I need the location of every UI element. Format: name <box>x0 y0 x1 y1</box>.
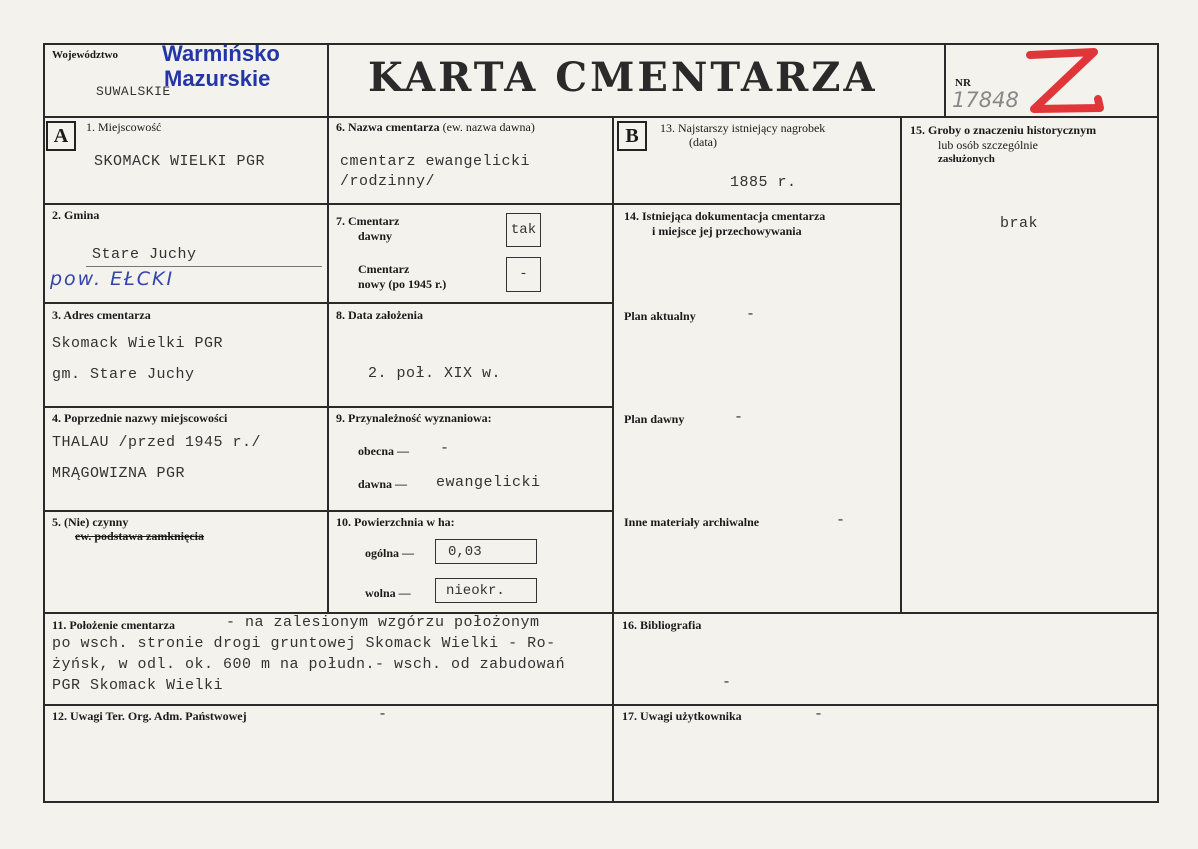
field-15-label-3: zasłużonych <box>938 153 995 165</box>
field-8-value: 2. poł. XIX w. <box>368 365 502 382</box>
field-9-label: 9. Przynależność wyznaniowa: <box>336 411 492 425</box>
field-4-line-2: MRĄGOWIZNA PGR <box>52 465 186 482</box>
field-15-value: brak <box>1000 215 1039 232</box>
field-14-label-2: i miejsce jej przechowywania <box>652 224 802 238</box>
field-10-label: 10. Powierzchnia w ha: <box>336 515 455 529</box>
field-9-dawna-value: ewangelicki <box>436 474 541 491</box>
field-3-line-2: gm. Stare Juchy <box>52 366 195 383</box>
wojewodztwo-label: Województwo <box>52 49 118 61</box>
field-6-label-note: (ew. nazwa dawna) <box>442 120 535 134</box>
field-12-value: - <box>378 706 388 723</box>
field-11-line-2: po wsch. stronie drogi gruntowej Skomack Wielki - Ro- <box>52 635 556 652</box>
field-4-label: 4. Poprzednie nazwy miejscowości <box>52 411 228 425</box>
field-10-wolna-label: wolna — <box>365 586 411 600</box>
section-a-letter: A <box>46 121 76 151</box>
plan-aktualny-value: - <box>746 306 756 323</box>
field-7-dawny-box: tak <box>506 213 541 247</box>
field-17-label: 17. Uwagi użytkownika <box>622 709 742 723</box>
field-6-line-2: /rodzinny/ <box>340 173 436 190</box>
section-b-letter: B <box>617 121 647 151</box>
field-2-handwritten: pow. EŁCKI <box>50 268 175 290</box>
field-9-obecna-label: obecna — <box>358 444 409 458</box>
field-6-label <box>336 120 535 134</box>
field-4-line-1: THALAU /przed 1945 r./ <box>52 434 262 451</box>
field-16-label: 16. Bibliografia <box>622 618 702 632</box>
field-3-line-1: Skomack Wielki PGR <box>52 335 224 352</box>
field-11-label: 11. Położenie cmentarza <box>52 618 175 632</box>
field-2-value: Stare Juchy <box>92 246 197 263</box>
stamp-line-1: Warmińsko <box>162 41 280 66</box>
field-13-label-1: 13. Najstarszy istniejący nagrobek <box>660 121 826 135</box>
field-7-nowy-label-2: nowy (po 1945 r.) <box>358 277 447 291</box>
nr-label: NR <box>955 77 971 89</box>
field-7-nowy-box: - <box>506 257 541 292</box>
field-9-dawna-label: dawna — <box>358 477 408 491</box>
nr-value: 17848 <box>952 88 1019 112</box>
field-10-ogolna-label: ogólna — <box>365 546 415 560</box>
plan-aktualny-label: Plan aktualny <box>624 309 696 323</box>
field-2-label: 2. Gmina <box>52 208 100 222</box>
field-10-wolna-box: nieokr. <box>435 578 537 603</box>
field-3-label: 3. Adres cmentarza <box>52 308 151 322</box>
field-8-label: 8. Data założenia <box>336 308 423 322</box>
field-7-dawny-label: dawny <box>358 229 393 243</box>
field-13-value: 1885 r. <box>730 174 797 191</box>
plan-dawny-value: - <box>734 409 744 426</box>
plan-dawny-label: Plan dawny <box>624 412 685 426</box>
field-11-line-4: PGR Skomack Wielki <box>52 677 224 694</box>
field-11-line-1: - na zalesionym wzgórzu położonym <box>226 614 540 631</box>
field-1-value: SKOMACK WIELKI PGR <box>94 153 266 170</box>
stamp-line-2: Mazurskie <box>164 66 271 91</box>
field-9-obecna-value: - <box>440 440 450 457</box>
field-7-label: 7. Cmentarz <box>336 214 400 228</box>
wojewodztwo-value: SUWALSKIE <box>96 84 171 99</box>
field-6-label-main: 6. Nazwa cmentarza <box>336 120 440 134</box>
field-7-nowy-label-1: Cmentarz <box>358 262 410 276</box>
field-14-label-1: 14. Istniejąca dokumentacja cmentarza <box>624 209 826 223</box>
field-5-sublabel: ew. podstawa zamknięcia <box>75 529 204 543</box>
field-11-line-3: żyńsk, w odl. ok. 600 m na połudn.- wsch. od zabudowań <box>52 656 566 673</box>
z-mark-icon <box>1020 46 1106 118</box>
field-15-label-1: 15. Groby o znaczeniu historycznym <box>910 123 1097 137</box>
field-12-label: 12. Uwagi Ter. Org. Adm. Państwowej <box>52 709 247 723</box>
inne-materialy-label: Inne materiały archiwalne <box>624 515 760 529</box>
field-5-label: 5. (Nie) czynny <box>52 515 129 529</box>
field-15-label-2: lub osób szczególnie <box>938 138 1038 152</box>
field-1-label: 1. Miejscowość <box>86 120 162 134</box>
field-17-value: - <box>814 706 824 723</box>
field-6-line-1: cmentarz ewangelicki <box>340 153 531 170</box>
page-title: KARTA CMENTARZA <box>368 54 878 101</box>
field-16-value: - <box>722 674 732 691</box>
region-stamp <box>160 41 280 91</box>
field-10-ogolna-box: 0,03 <box>435 539 537 564</box>
field-13-label-2: (data) <box>689 135 717 149</box>
inne-materialy-value: - <box>836 512 846 529</box>
